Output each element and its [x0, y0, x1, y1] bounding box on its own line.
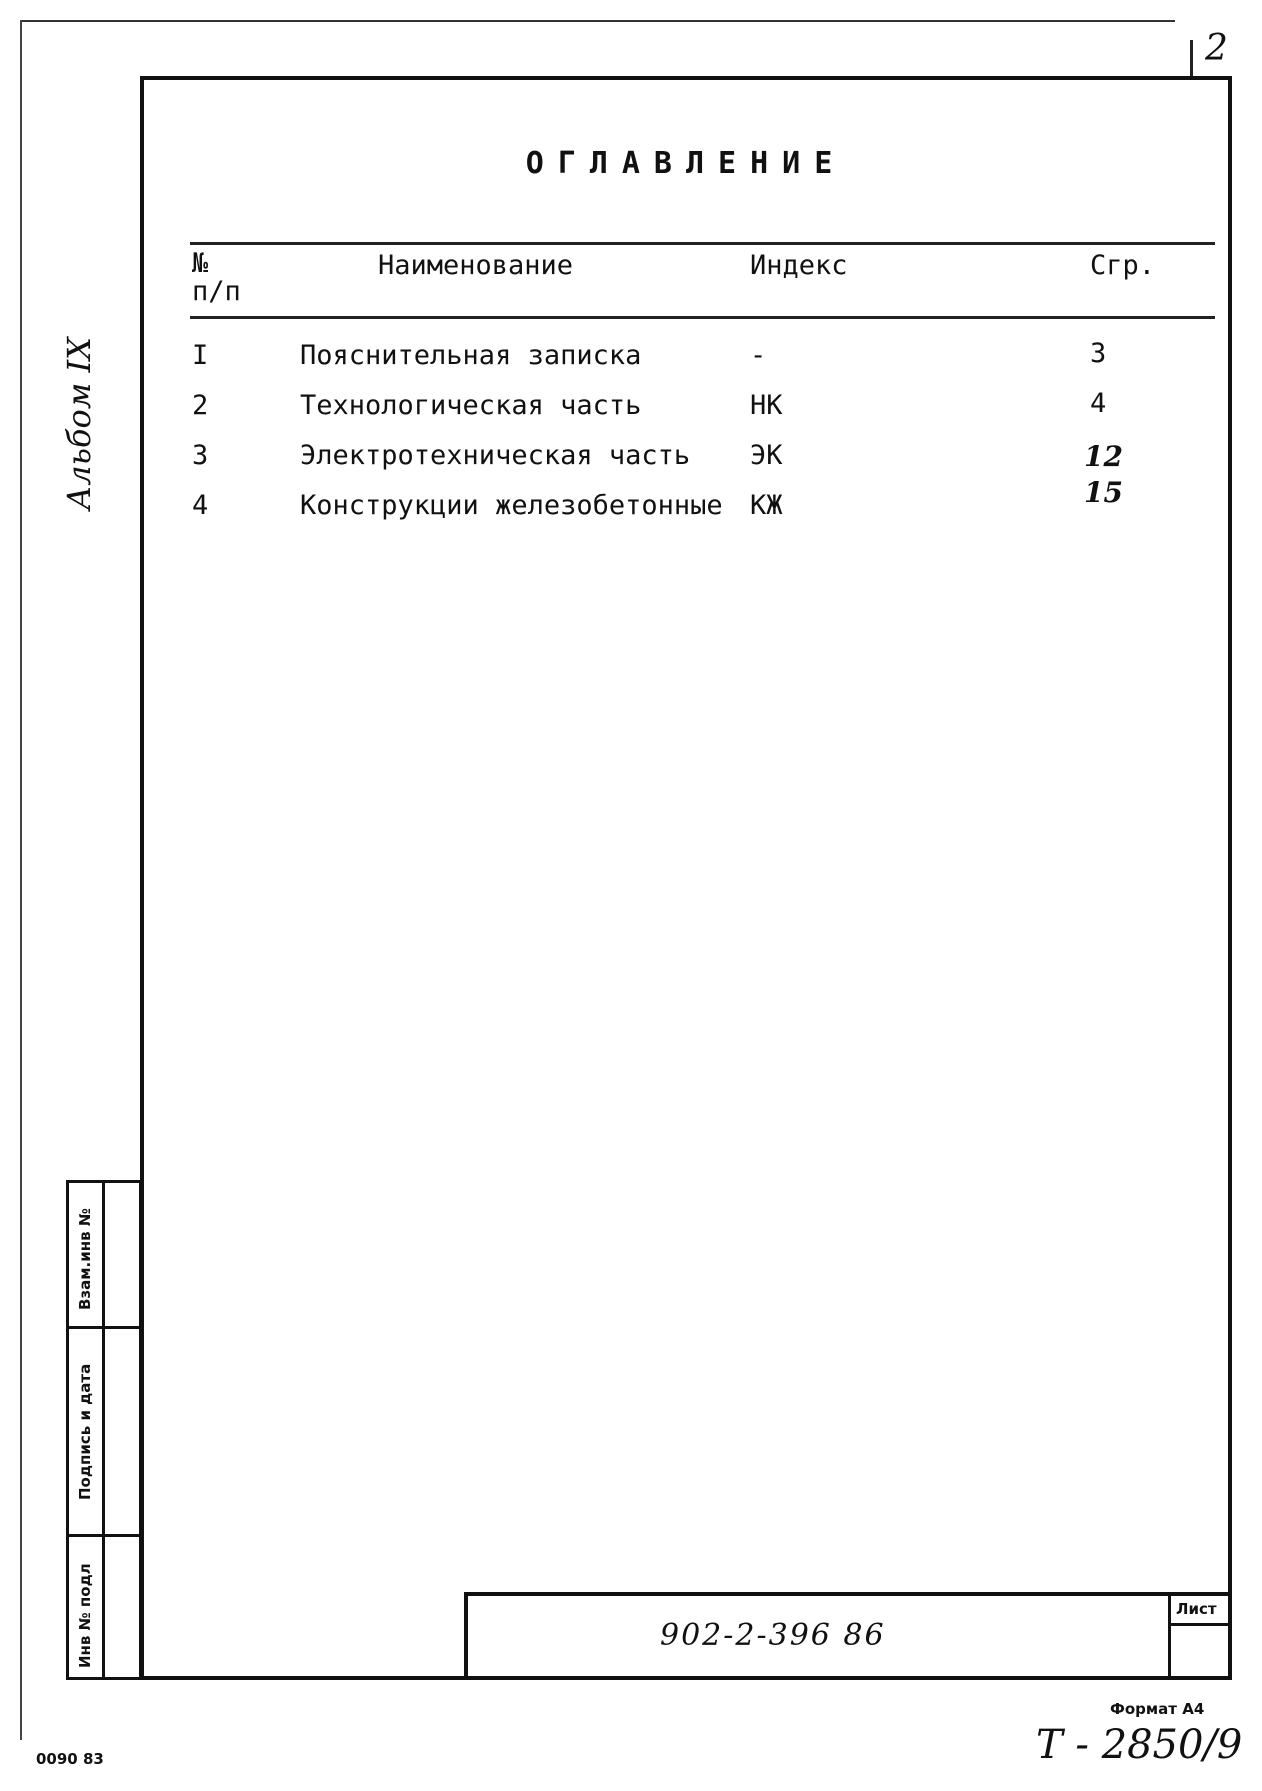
stamp-divider: [102, 1180, 105, 1680]
archive-code: Т - 2850/9: [1036, 1722, 1243, 1768]
row-2-name: Технологическая часть: [300, 390, 642, 421]
row-4-index: КЖ: [750, 490, 783, 521]
stamp-row-divider-2: [66, 1534, 142, 1537]
row-1-number: I: [192, 340, 209, 371]
format-label: Формат А4: [1110, 1700, 1205, 1718]
header-page: Сгр.: [1090, 250, 1156, 281]
corner-code: 0090 83: [36, 1750, 104, 1768]
row-2-page: 4: [1090, 388, 1107, 419]
stamp-row-divider-1: [66, 1326, 142, 1329]
document-code: 902-2-396 86: [660, 1618, 886, 1653]
page-title: ОГЛАВЛЕНИЕ: [525, 146, 847, 181]
row-1-index: -: [750, 340, 767, 371]
row-1-name: Пояснительная записка: [300, 340, 642, 371]
corner-tick-line: [1190, 40, 1193, 80]
row-3-name: Электротехническая часть: [300, 440, 691, 471]
header-number-pp: п/п: [192, 276, 241, 307]
row-4-name: Конструкции железобетонные: [300, 490, 723, 521]
stamp-label-inventory: Инв № подл: [76, 1563, 94, 1668]
header-name: Наименование: [378, 250, 574, 281]
album-note: Альбом IX: [60, 337, 98, 510]
row-3-page: 12: [1084, 440, 1123, 473]
sheet-top-line: [20, 20, 1175, 22]
row-2-number: 2: [192, 390, 209, 421]
title-block-divider: [1168, 1592, 1171, 1680]
row-3-index: ЭК: [750, 440, 783, 471]
page-number: 2: [1205, 28, 1228, 69]
row-1-page: 3: [1090, 338, 1107, 369]
header-number: [192, 250, 241, 306]
row-4-page: 15: [1084, 476, 1123, 509]
stamp-label-signature: Подпись и дата: [76, 1363, 94, 1500]
row-2-index: НК: [750, 390, 783, 421]
stamp-label-replacement: Взам.инв №: [76, 1208, 94, 1310]
header-number-symbol: №: [192, 248, 209, 279]
header-index: Индекс: [750, 250, 848, 281]
sheet-label: Лист: [1176, 1600, 1217, 1618]
table-header-rule: [190, 316, 1215, 319]
title-block-sheet-divider: [1168, 1623, 1232, 1626]
row-3-number: 3: [192, 440, 209, 471]
sheet-left-line: [20, 20, 22, 1740]
row-4-number: 4: [192, 490, 209, 521]
table-top-rule: [190, 242, 1215, 245]
